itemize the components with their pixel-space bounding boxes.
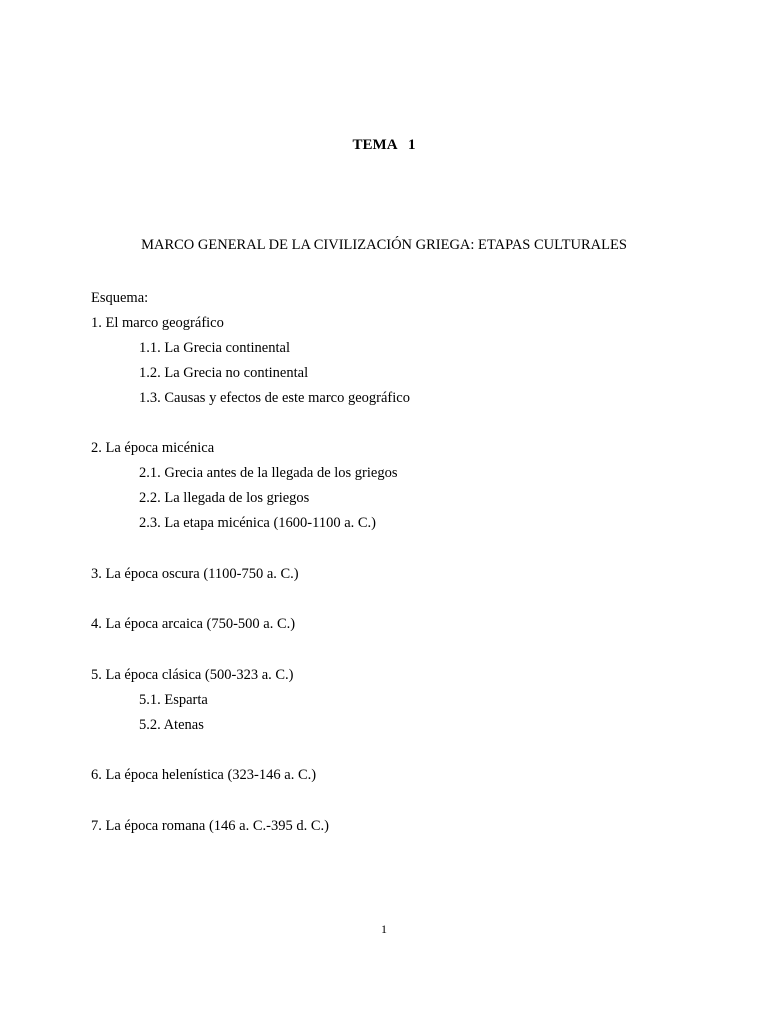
outline-subsection-5-2: 5.2. Atenas bbox=[139, 717, 204, 733]
outline-subsection-1-2: 1.2. La Grecia no continental bbox=[139, 365, 309, 381]
outline-subsection-2-3: 2.3. La etapa micénica (1600-1100 a. C.) bbox=[139, 515, 377, 531]
outline-section-1: 1. El marco geográfico bbox=[91, 315, 224, 331]
document-subtitle: MARCO GENERAL DE LA CIVILIZACIÓN GRIEGA: ETAPAS CULTURALES bbox=[141, 237, 627, 253]
outline-section-7: 7. La época romana (146 a. C.-395 d. C.) bbox=[91, 818, 329, 834]
outline-heading: Esquema: bbox=[91, 290, 149, 306]
outline-subsection-1-1: 1.1. La Grecia continental bbox=[139, 340, 290, 356]
outline-section-6: 6. La época helenística (323-146 a. C.) bbox=[91, 767, 317, 783]
outline-section-4: 4. La época arcaica (750-500 a. C.) bbox=[91, 616, 296, 632]
outline-section-5: 5. La época clásica (500-323 a. C.) bbox=[91, 667, 294, 683]
outline-section-3: 3. La época oscura (1100-750 a. C.) bbox=[91, 566, 299, 582]
outline-subsection-2-1: 2.1. Grecia antes de la llegada de los griegos bbox=[139, 465, 398, 481]
outline-subsection-2-2: 2.2. La llegada de los griegos bbox=[139, 490, 310, 506]
outline-subsection-5-1: 5.1. Esparta bbox=[139, 692, 208, 708]
page-number: 1 bbox=[381, 922, 387, 936]
page-title: TEMA 1 bbox=[352, 137, 416, 153]
outline-subsection-1-3: 1.3. Causas y efectos de este marco geográfico bbox=[139, 390, 410, 406]
outline-section-2: 2. La época micénica bbox=[91, 440, 215, 456]
